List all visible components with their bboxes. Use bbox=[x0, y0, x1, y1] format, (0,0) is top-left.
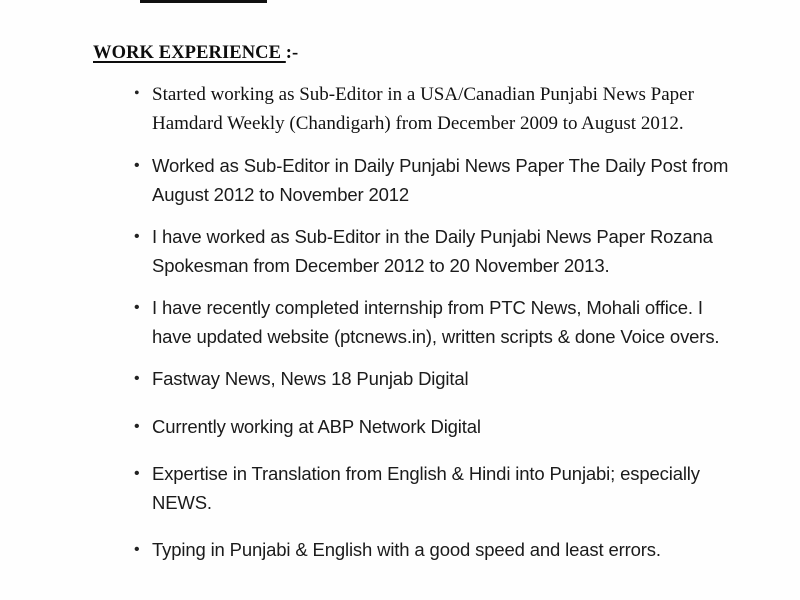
list-item bbox=[133, 80, 745, 138]
bullet-marker-icon: • bbox=[134, 417, 140, 435]
list-item-text: I have worked as Sub-Editor in the Daily Punjabi News Paper Rozana Spokesman from December 2012 to 20 November 2013. bbox=[152, 226, 713, 276]
bullet-marker-icon: • bbox=[134, 85, 140, 102]
list-item bbox=[133, 294, 745, 351]
list-item bbox=[133, 152, 745, 209]
list-item bbox=[133, 223, 745, 280]
bullet-marker-icon: • bbox=[134, 465, 140, 482]
list-item bbox=[133, 536, 745, 565]
work-experience-bullet-list bbox=[133, 80, 745, 584]
bullet-marker-icon: • bbox=[134, 157, 140, 174]
list-item-text: Started working as Sub-Editor in a USA/Canadian Punjabi News Paper Hamdard Weekly (Chandigarh) from December 2009 to August 2012. bbox=[152, 84, 694, 134]
list-item-text: I have recently completed internship from PTC News, Mohali office. I have updated website (ptcnews.in), written scripts & done Voice overs. bbox=[152, 297, 720, 347]
list-item-text: Fastway News, News 18 Punjab Digital bbox=[152, 368, 469, 389]
truncated-heading-underline bbox=[140, 0, 267, 3]
list-item-text: Expertise in Translation from English & Hindi into Punjabi; especially NEWS. bbox=[152, 463, 700, 513]
bullet-marker-icon: • bbox=[134, 541, 140, 558]
section-heading-work-experience bbox=[93, 43, 298, 64]
bullet-marker-icon: • bbox=[134, 228, 140, 245]
list-item bbox=[133, 365, 745, 394]
bullet-marker-icon: • bbox=[134, 370, 140, 387]
list-item-text: Worked as Sub-Editor in Daily Punjabi News Paper The Daily Post from August 2012 to November 2012 bbox=[152, 155, 729, 205]
section-heading-colon-dash: :- bbox=[285, 43, 299, 63]
list-item bbox=[133, 460, 745, 517]
list-item bbox=[133, 413, 745, 442]
section-heading-underlined-text: WORK EXPERIENCE bbox=[93, 43, 286, 63]
list-item-text: Typing in Punjabi & English with a good speed and least errors. bbox=[152, 539, 661, 560]
bullet-marker-icon: • bbox=[134, 299, 140, 316]
list-item-text: Currently working at ABP Network Digital bbox=[152, 415, 481, 437]
